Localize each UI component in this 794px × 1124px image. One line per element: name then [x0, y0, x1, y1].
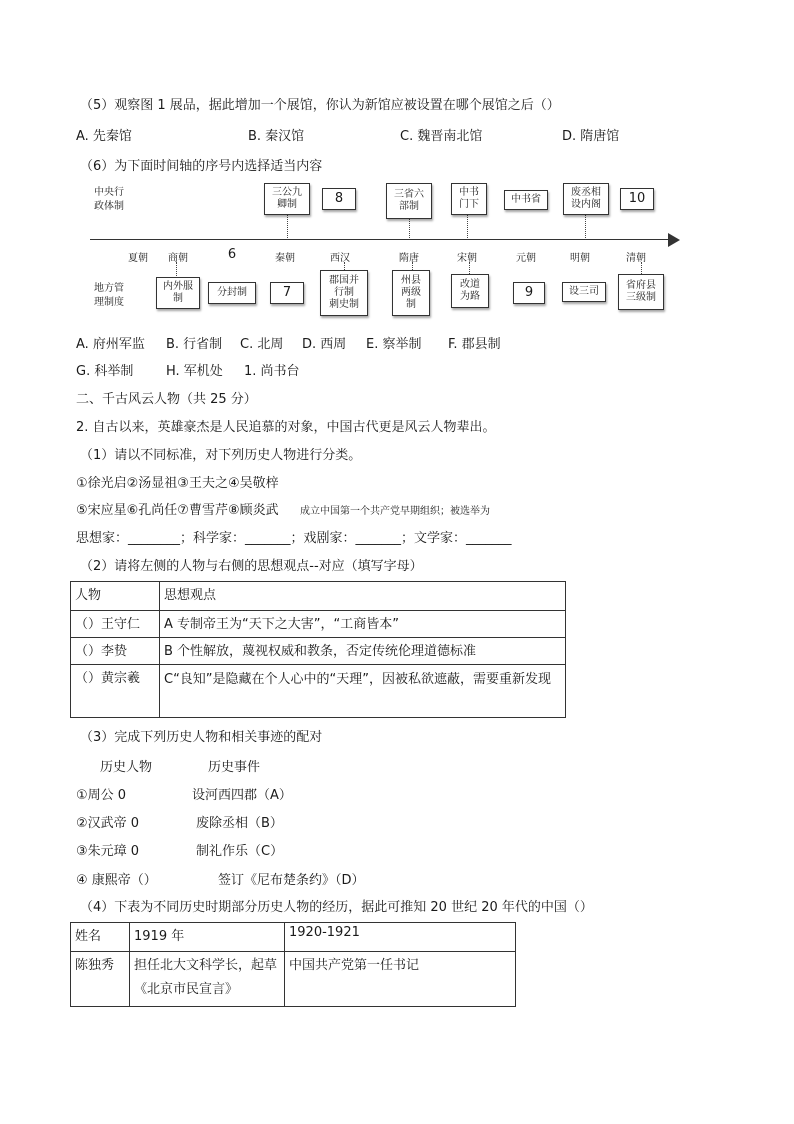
connector [469, 262, 470, 274]
s1-people-line1: ①徐光启②汤显祖③王夫之④吴敬梓 [76, 476, 279, 491]
table-row [71, 952, 516, 1007]
box-gaidao: 改道 为路 [451, 274, 489, 308]
s3-person: ③朱元璋 0 [76, 844, 140, 859]
s1-stem: （1）请以不同标准，对下列历史人物进行分类。 [80, 448, 362, 463]
box-shengfuxian: 省府县 三级制 [618, 274, 664, 310]
table-row [71, 665, 566, 718]
s3-person: ④ 康熙帝（） [76, 873, 157, 888]
era-song: 宋朝 [457, 253, 477, 264]
era-qing: 清朝 [626, 253, 646, 264]
box-blank-10: 10 [620, 188, 654, 210]
s3-event: 设河西四郡（A） [192, 788, 292, 803]
s3-header-event: 历史事件 [208, 760, 261, 775]
connector [412, 262, 413, 270]
table-row [71, 638, 566, 665]
q6-option-f: F. 郡县制 [448, 337, 501, 352]
q6-option-b: B. 行省制 [166, 337, 223, 352]
section-intro: 2. 自古以来，英雄豪杰是人民追慕的对象，中国古代更是风云人物辈出。 [76, 420, 496, 435]
section-title: 二、千古风云人物（共 25 分） [76, 392, 257, 407]
connector [287, 214, 288, 238]
box-sangong: 三公九 卿制 [264, 183, 310, 215]
q6-option-d: D. 西周 [302, 337, 347, 352]
era-blank-6: 6 [227, 247, 237, 262]
q6-option-1: 1. 尚书台 [244, 364, 300, 379]
thought-match-table [70, 581, 566, 718]
q5-option-b: B. 秦汉馆 [248, 129, 305, 144]
box-fenfeng: 分封制 [208, 282, 256, 304]
s1-stray-note: 成立中国第一个共产党早期组织；被选举为 [300, 506, 490, 517]
box-zhongshusheng: 中书省 [504, 190, 548, 210]
s3-person: ②汉武帝 0 [76, 816, 140, 831]
box-neiwaifu: 内外服 制 [156, 277, 200, 309]
era-qin: 秦朝 [275, 253, 295, 264]
cell-1919: 担任北大文科学长，起草《北京市民宣言》 [130, 952, 285, 1007]
axis-arrow-icon [668, 233, 680, 247]
era-xihan: 西汉 [330, 253, 350, 264]
box-sansi: 设三司 [562, 282, 606, 302]
timeline-axis [90, 239, 668, 240]
connector [344, 262, 345, 270]
q5-option-a: A. 先秦馆 [76, 129, 132, 144]
box-blank-8: 8 [322, 188, 356, 210]
q6-option-a: A. 府州军监 [76, 337, 145, 352]
s4-stem: （4）下表为不同历史时期部分历史人物的经历，据此可推知 20 世纪 20 年代的中国（） [80, 900, 593, 915]
idea-cell: B 个性解放，蔑视权威和教条，否定传统伦理道德标准 [160, 638, 566, 665]
connector [467, 214, 468, 238]
table-header-1919: 1919 年 [130, 923, 285, 952]
q6-stem: （6）为下面时间轴的序号内选择适当内容 [80, 159, 323, 174]
box-sansheng: 三省六 部制 [386, 183, 432, 219]
box-blank-7: 7 [270, 282, 304, 304]
era-xia: 夏朝 [128, 253, 148, 264]
experience-table [70, 922, 516, 1007]
box-junguo: 郡国并 行制 刺史制 [320, 270, 368, 316]
s3-person: ①周公 0 [76, 788, 127, 803]
era-ming: 明朝 [570, 253, 590, 264]
q6-option-e: E. 察举制 [366, 337, 422, 352]
table-row [71, 923, 516, 952]
person-cell: （）王守仁 [71, 611, 160, 638]
cell-1920: 中国共产党第一任书记 [285, 952, 516, 1007]
table-row [71, 582, 566, 611]
box-blank-9: 9 [513, 282, 545, 304]
q5-stem: （5）观察图 1 展品，据此增加一个展馆，你认为新馆应被设置在哪个展馆之后（） [80, 98, 560, 113]
s3-event: 签订《尼布楚条约》（D） [218, 873, 365, 888]
person-cell: （）黄宗羲 [71, 665, 160, 718]
local-label: 地方管 理制度 [94, 283, 124, 308]
central-label: 中央行 政体制 [94, 187, 124, 212]
connector [409, 218, 410, 238]
person-cell: （）李贽 [71, 638, 160, 665]
s2-stem: （2）请将左侧的人物与右侧的思想观点--对应（填写字母） [80, 559, 423, 574]
table-header-idea: 思想观点 [160, 582, 566, 611]
s3-event: 废除丞相（B） [196, 816, 283, 831]
q5-option-d: D. 隋唐馆 [562, 129, 620, 144]
table-header-name: 姓名 [71, 923, 130, 952]
table-row [71, 611, 566, 638]
s3-stem: （3）完成下列历史人物和相关事迹的配对 [80, 730, 323, 745]
box-zhouxian: 州县 两级 制 [392, 270, 430, 316]
idea-cell: C“良知”是隐藏在个人心中的“天理”，因被私欲遮蔽，需要重新发现 [160, 665, 566, 718]
s1-classification-blanks: 思想家：________；科学家：_______；戏剧家：_______；文学家：_______ [76, 531, 512, 546]
connector [585, 214, 586, 238]
q5-option-c: C. 魏晋南北馆 [400, 129, 483, 144]
s1-people-line2: ⑤宋应星⑥孔尚任⑦曹雪芹⑧顾炎武 [76, 503, 279, 518]
q6-option-c: C. 北周 [240, 337, 284, 352]
era-shang: 商朝 [168, 253, 188, 264]
s3-header-person: 历史人物 [100, 760, 153, 775]
q6-option-g: G. 科举制 [76, 364, 134, 379]
q6-option-h: H. 军机处 [166, 364, 223, 379]
idea-cell: A 专制帝王为“天下之大害”，“工商皆本” [160, 611, 566, 638]
box-zhongshu-menxia: 中书 门下 [451, 183, 487, 215]
table-header-1920: 1920-1921 [285, 923, 516, 952]
name-cell: 陈独秀 [71, 952, 130, 1007]
box-neige: 废丞相 设内阁 [563, 183, 609, 215]
era-yuan: 元朝 [516, 253, 536, 264]
connector [176, 262, 177, 276]
s3-event: 制礼作乐（C） [196, 844, 284, 859]
connector [641, 262, 642, 274]
table-header-person: 人物 [71, 582, 160, 611]
era-suitang: 隋唐 [399, 253, 419, 264]
